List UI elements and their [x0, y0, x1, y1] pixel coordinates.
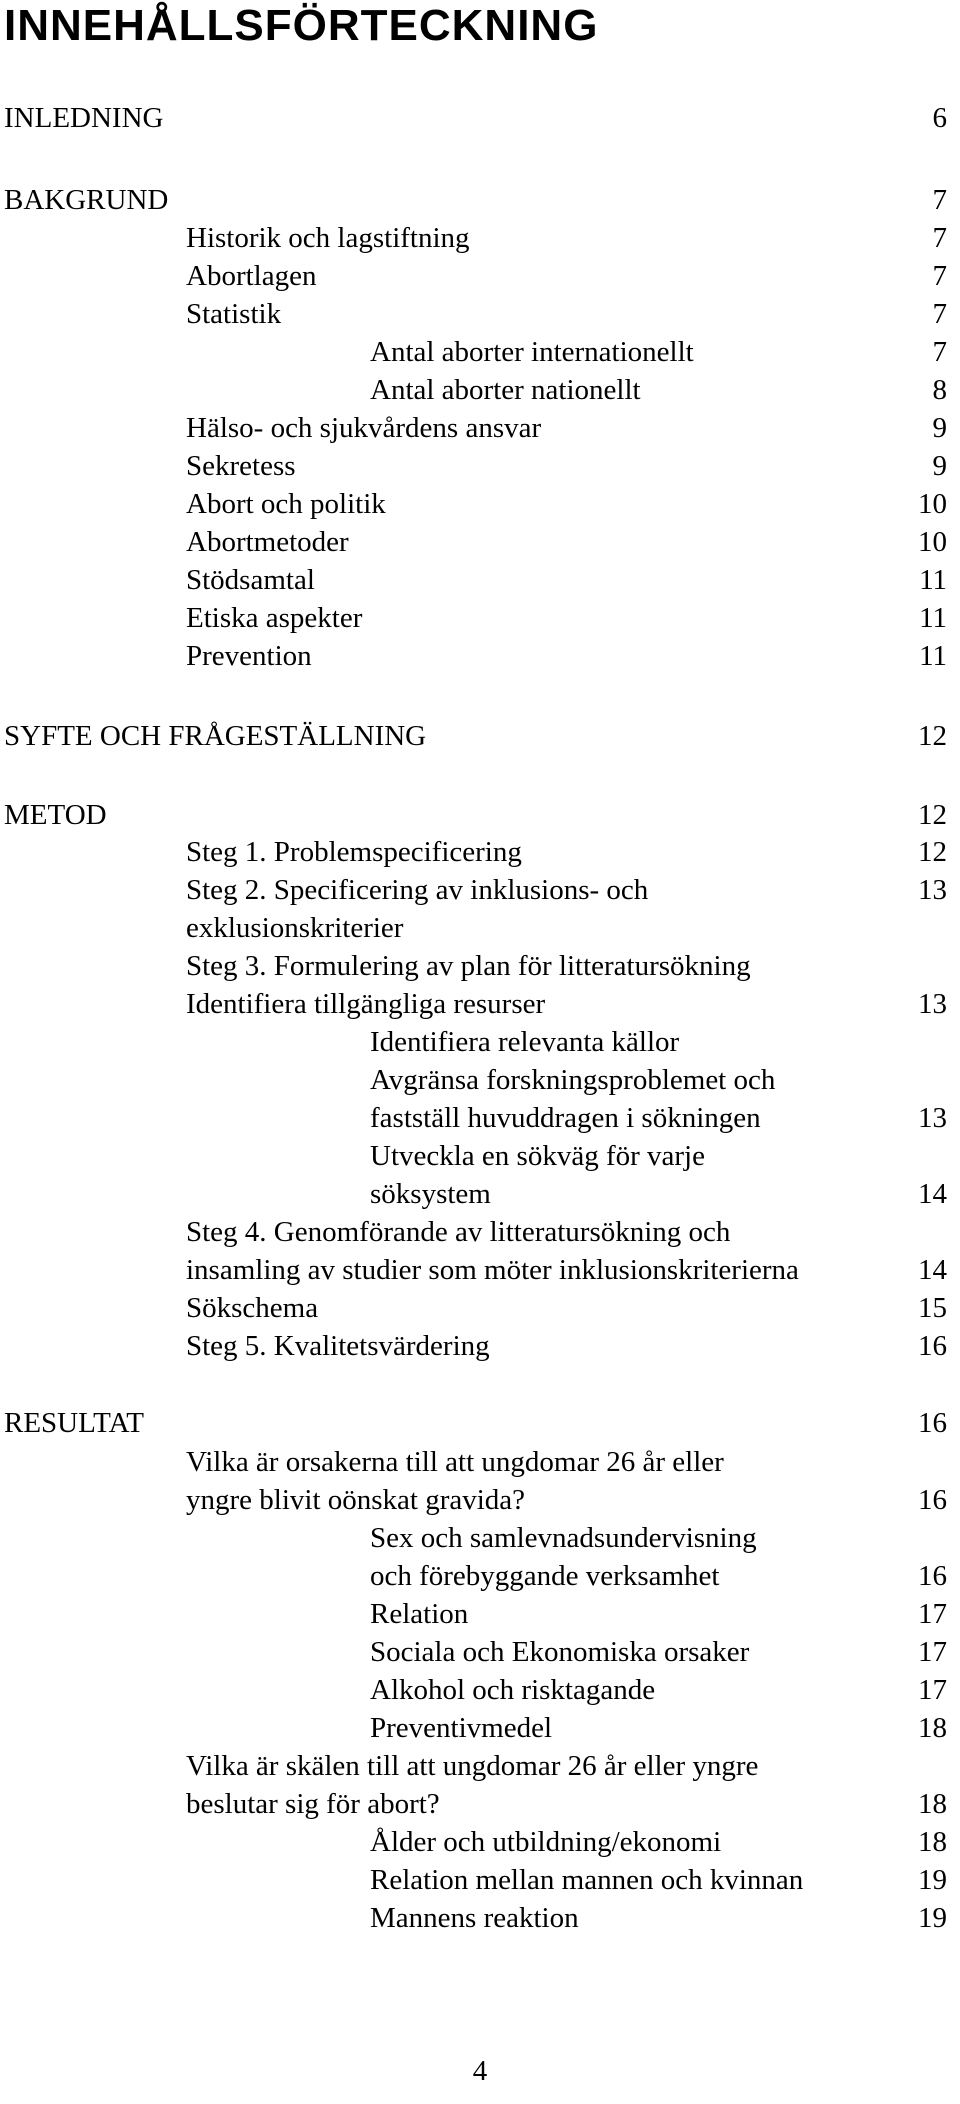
- toc-entry-text: RESULTAT: [4, 1407, 145, 1439]
- toc-entry-text: exklusionskriterier: [186, 912, 404, 944]
- toc-entry-text: Preventivmedel: [370, 1712, 553, 1744]
- toc-entry-page: 19: [918, 1902, 947, 1934]
- toc-entry-text: Abortlagen: [186, 260, 317, 292]
- toc-entry-text: Avgränsa forskningsproblemet och: [370, 1064, 776, 1096]
- toc-entry-page: 14: [918, 1178, 947, 1210]
- toc-entry-page: 13: [918, 988, 947, 1020]
- toc-entry-page: 18: [918, 1788, 947, 1820]
- toc-entry-page: 8: [932, 374, 947, 406]
- toc-entry-page: 12: [918, 799, 947, 831]
- toc-entry-page: 7: [932, 222, 947, 254]
- toc-entry-page: 6: [932, 102, 947, 134]
- toc-entry-page: 10: [918, 488, 947, 520]
- toc-entry-page: 12: [918, 720, 947, 752]
- page-title: INNEHÅLLSFÖRTECKNING: [4, 1, 599, 50]
- toc-entry-text: beslutar sig för abort?: [186, 1788, 440, 1820]
- toc-entry-text: Steg 4. Genomförande av litteratursökning och: [186, 1216, 731, 1248]
- toc-entry-text: yngre blivit oönskat gravida?: [186, 1484, 526, 1516]
- toc-entry-page: 17: [918, 1636, 947, 1668]
- toc-entry-text: söksystem: [370, 1178, 491, 1210]
- toc-entry-page: 19: [918, 1864, 947, 1896]
- toc-entry-text: Steg 2. Specificering av inklusions- och: [186, 874, 649, 906]
- toc-entry-page: 7: [932, 184, 947, 216]
- toc-entry-page: 7: [932, 298, 947, 330]
- toc-entry-text: Statistik: [186, 298, 282, 330]
- toc-entry-page: 10: [918, 526, 947, 558]
- toc-entry-text: Sekretess: [186, 450, 296, 482]
- toc-entry-page: 12: [918, 836, 947, 868]
- toc-entry-text: Relation mellan mannen och kvinnan: [370, 1864, 804, 1896]
- toc-entry-text: Ålder och utbildning/ekonomi: [370, 1826, 722, 1858]
- toc-entry-text: BAKGRUND: [4, 184, 169, 216]
- toc-entry-page: 17: [918, 1598, 947, 1630]
- toc-entry-page: 17: [918, 1674, 947, 1706]
- toc-entry-text: Historik och lagstiftning: [186, 222, 470, 254]
- toc-entry-page: 13: [918, 1102, 947, 1134]
- toc-entry-page: 7: [932, 260, 947, 292]
- toc-entry-text: insamling av studier som möter inklusionskriterierna: [186, 1254, 799, 1286]
- toc-entry-text: Vilka är orsakerna till att ungdomar 26 år eller: [186, 1446, 724, 1478]
- toc-entry-page: 11: [919, 564, 947, 596]
- toc-entry-page: 14: [918, 1254, 947, 1286]
- toc-entry-text: SYFTE OCH FRÅGESTÄLLNING: [4, 720, 427, 752]
- toc-entry-text: Abortmetoder: [186, 526, 349, 558]
- page-number: 4: [472, 2055, 488, 2087]
- toc-entry-text: Sociala och Ekonomiska orsaker: [370, 1636, 750, 1668]
- toc-entry-text: Sex och samlevnadsundervisning: [370, 1522, 757, 1554]
- toc-entry-text: och förebyggande verksamhet: [370, 1560, 720, 1592]
- toc-entry-text: Utveckla en sökväg för varje: [370, 1140, 705, 1172]
- toc-entry-page: 15: [918, 1292, 947, 1324]
- toc-entry-text: Steg 3. Formulering av plan för litteratursökning: [186, 950, 751, 982]
- toc-entry-page: 11: [919, 640, 947, 672]
- toc-entry-page: 18: [918, 1826, 947, 1858]
- toc-entry-page: 7: [932, 336, 947, 368]
- toc-entry-text: Steg 1. Problemspecificering: [186, 836, 522, 868]
- toc-entry-text: Mannens reaktion: [370, 1902, 579, 1934]
- toc-entry-text: Antal aborter nationellt: [370, 374, 641, 406]
- toc-entry-page: 11: [919, 602, 947, 634]
- toc-entry-page: 16: [918, 1330, 947, 1362]
- toc-entry-page: 18: [918, 1712, 947, 1744]
- toc-entry-text: METOD: [4, 799, 107, 831]
- toc-entry-text: Identifiera tillgängliga resurser: [186, 988, 546, 1020]
- toc-entry-text: Hälso- och sjukvårdens ansvar: [186, 412, 542, 444]
- toc-entry-text: Steg 5. Kvalitetsvärdering: [186, 1330, 490, 1362]
- toc-entry-text: Stödsamtal: [186, 564, 315, 596]
- toc-entry-page: 16: [918, 1560, 947, 1592]
- toc-entry-text: Etiska aspekter: [186, 602, 363, 634]
- toc-entry-text: Alkohol och risktagande: [370, 1674, 656, 1706]
- toc-entry-page: 16: [918, 1484, 947, 1516]
- toc-entry-text: fastställ huvuddragen i sökningen: [370, 1102, 761, 1134]
- toc-entry-page: 9: [932, 450, 947, 482]
- toc-entry-text: Antal aborter internationellt: [370, 336, 694, 368]
- toc-entry-page: 16: [918, 1407, 947, 1439]
- toc-entry-text: Abort och politik: [186, 488, 386, 520]
- toc-entry-text: INLEDNING: [4, 102, 164, 134]
- toc-entry-text: Relation: [370, 1598, 469, 1630]
- toc-entry-text: Sökschema: [186, 1292, 319, 1324]
- toc-entry-text: Identifiera relevanta källor: [370, 1026, 680, 1058]
- toc-entry-page: 9: [932, 412, 947, 444]
- toc-entry-text: Prevention: [186, 640, 312, 672]
- toc-entry-page: 13: [918, 874, 947, 906]
- toc-entry-text: Vilka är skälen till att ungdomar 26 år eller yngre: [186, 1750, 759, 1782]
